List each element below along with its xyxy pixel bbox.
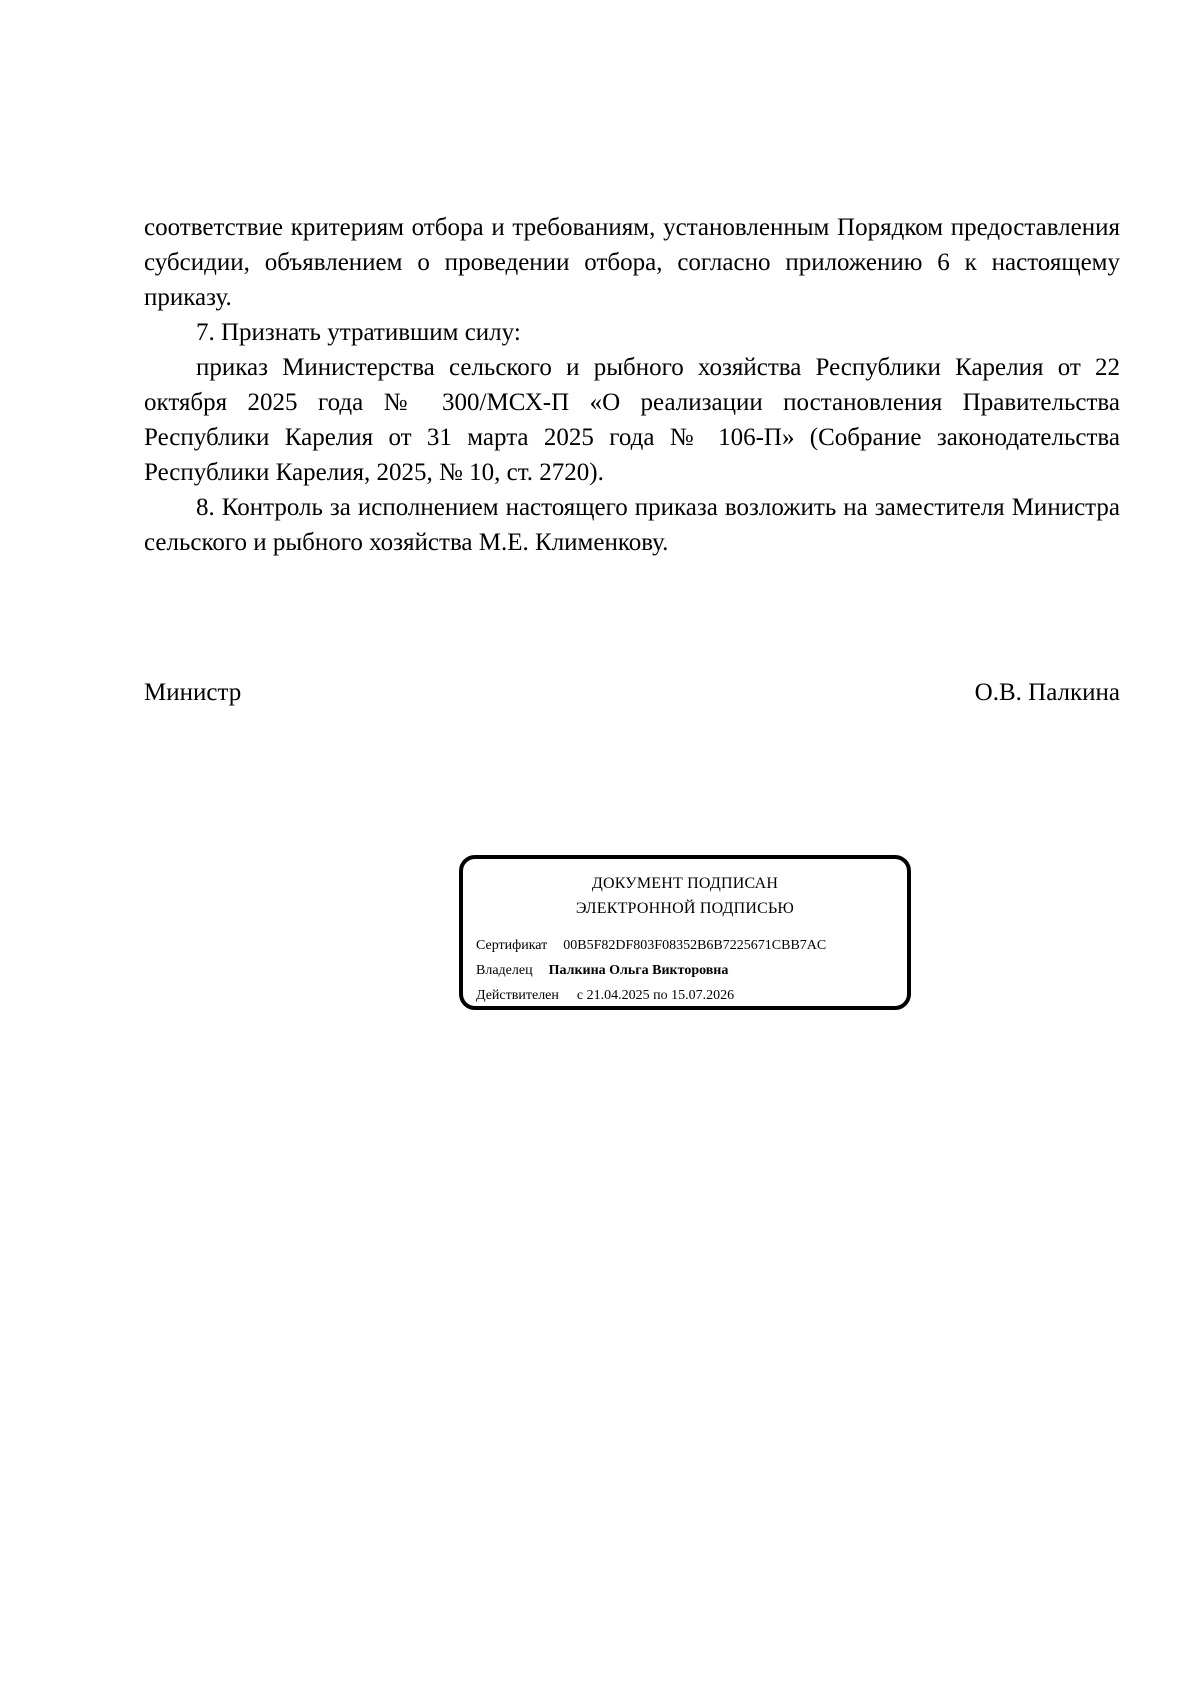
- paragraph-repealed-order: приказ Министерства сельского и рыбного хозяйства Республики Карелия от 22 октября 2025 года № 300/МСХ-П «О реализации постановления Правительства Республики Карелия от 31 марта 2025 года № 106-П» (Собрание законодательства Республики Карелия, 2025, № 10, ст. 2720).: [144, 354, 1120, 486]
- paragraph-item-8: 8. Контроль за исполнением настоящего приказа возложить на заместителя Министра сельского и рыбного хозяйства М.Е. Клименкову.: [144, 494, 1120, 556]
- stamp-owner-row: [476, 962, 728, 980]
- validity-label: Действителен: [476, 988, 559, 1003]
- validity-value: с 21.04.2025 по 15.07.2026: [576, 988, 735, 1003]
- stamp-certificate-row: [476, 937, 826, 955]
- stamp-title-line-2: ЭЛЕКТРОННОЙ ПОДПИСЬЮ: [575, 900, 795, 917]
- stamp-title: [463, 871, 907, 921]
- paragraph-item-7: 7. Признать утратившим силу:: [196, 319, 521, 346]
- certificate-label: Сертификат: [476, 938, 548, 953]
- document-body: [144, 210, 1120, 560]
- stamp-validity-row: [476, 987, 734, 1005]
- paragraph-criteria-continuation: соответствие критериям отбора и требованиям, установленным Порядком предоставления субсидии, объявлением о проведении отбора, согласно приложению 6 к настоящему приказу.: [144, 214, 1120, 311]
- signature-block: [144, 675, 1120, 710]
- owner-value: Палкина Ольга Викторовна: [548, 963, 729, 978]
- owner-label: Владелец: [476, 963, 533, 978]
- electronic-signature-stamp: [459, 855, 911, 1010]
- signatory-position: Министр: [144, 679, 242, 706]
- certificate-value: 00B5F82DF803F08352B6B7225671CBB7AC: [563, 938, 827, 953]
- signatory-name: О.В. Палкина: [974, 679, 1120, 706]
- stamp-title-line-1: ДОКУМЕНТ ПОДПИСАН: [591, 875, 779, 892]
